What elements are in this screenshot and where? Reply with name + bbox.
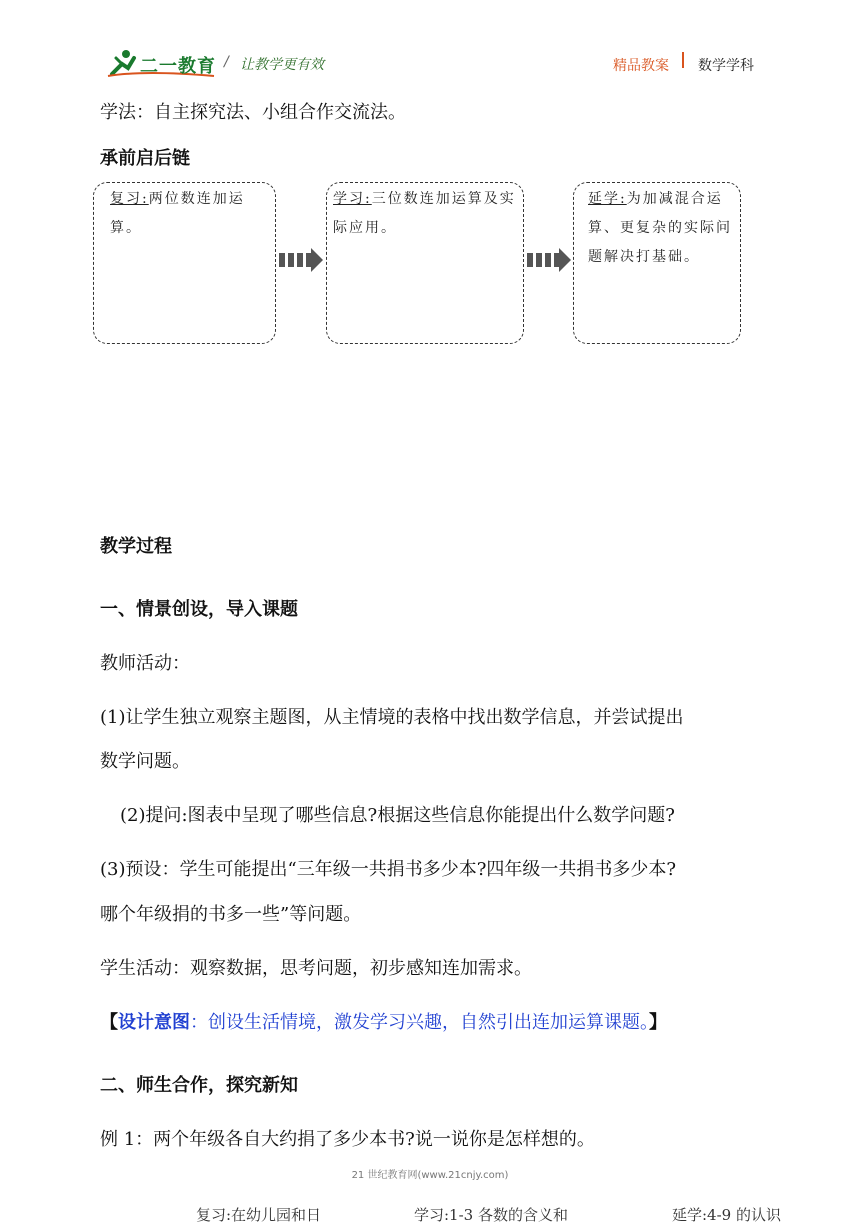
logo-text: 二一教育 [140,56,216,77]
arrow-right-icon [279,248,323,272]
chain-text-learn: 三位数连加运算及实际应用。 [333,191,516,236]
header-divider: / [224,54,229,70]
header-subject: 数学学科 [698,58,754,74]
chain-box-extend [573,182,741,344]
paragraph-3-line-1: (3)预设：学生可能提出“三年级一共捐书多少本?四年级一共捐书多少本? [100,859,676,880]
page-footer: 21 世纪教育网(www.21cnjy.com) [351,1170,509,1181]
design-text: 创设生活情境，激发学习兴趣，自然引出连加运算课题。 [208,1012,649,1033]
design-label: 设计意图 [118,1012,190,1033]
section1-title: 一、情景创设，导入课题 [100,599,298,620]
process-title: 教学过程 [100,536,172,557]
header-separator [682,52,684,68]
design-bracket-open: 【 [100,1012,118,1033]
chain-box-review [93,182,276,344]
arrow-right-icon [527,248,571,272]
student-activity: 学生活动：观察数据，思考问题，初步感知连加需求。 [100,958,532,979]
cutoff-text-review: 复习:在幼儿园和日 [196,1206,322,1224]
paragraph-3-line-2: 哪个年级捐的书多一些”等问题。 [100,904,362,925]
paragraph-1-line-1: (1)让学生独立观察主题图，从主情境的表格中找出数学信息，并尝试提出 [100,707,684,728]
design-colon: ： [190,1012,208,1033]
chain-label-extend: 延学: [588,191,627,207]
chain-title: 承前启后链 [100,148,190,169]
chain-label-review: 复习: [110,191,149,207]
header-slogan: 让教学更有效 [240,57,324,73]
section2-title: 二、师生合作，探究新知 [100,1075,298,1096]
cutoff-text-extend: 延学:4-9 的认识 [672,1206,781,1224]
cutoff-text-learn: 学习:1-3 各数的含义和 [414,1206,568,1224]
teacher-activity-label: 教师活动： [100,653,190,674]
header-brand: 精品教案 [613,58,669,74]
example-1: 例 1：两个年级各自大约捐了多少本书?说一说你是怎样想的。 [100,1129,595,1150]
chain-label-learn: 学习: [333,191,372,207]
chain-text-review: 两位数连加运算。 [110,191,245,236]
paragraph-1-line-2: 数学问题。 [100,751,190,772]
paragraph-2: (2)提问:图表中呈现了哪些信息?根据这些信息你能提出什么数学问题? [120,805,675,826]
chain-box-learn [326,182,524,344]
chain-text-extend: 为加减混合运算、更复杂的实际问题解决打基础。 [588,191,732,265]
study-method-text: 学法：自主探究法、小组合作交流法。 [100,102,406,123]
design-intent [100,1010,667,1036]
design-bracket-close: 】 [649,1012,667,1033]
